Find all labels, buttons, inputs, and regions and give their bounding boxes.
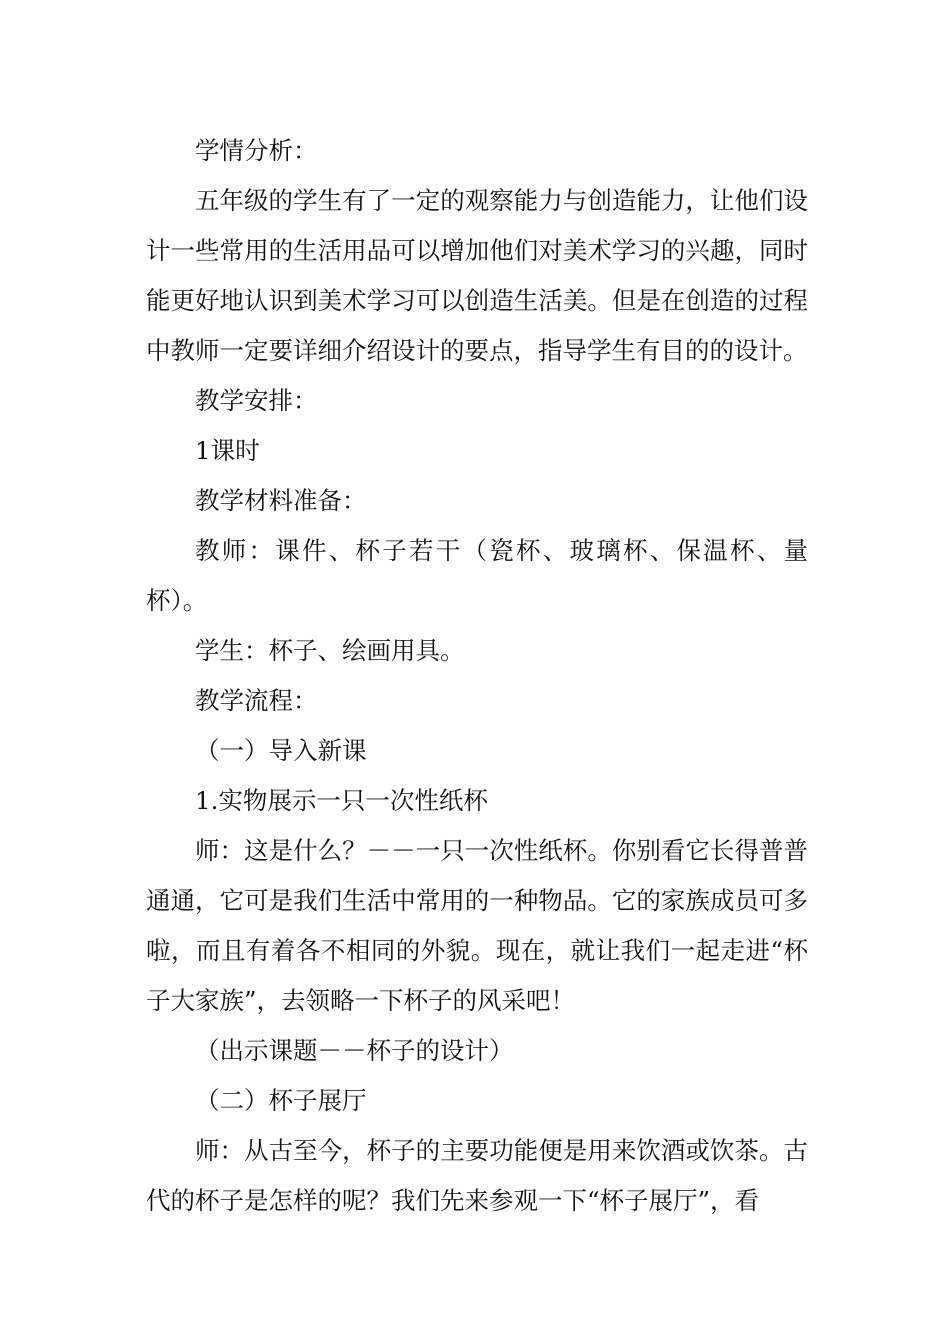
heading-teaching-process: 教学流程：	[195, 686, 318, 715]
paragraph-teacher-intro: 师：这是什么？－－一只一次性纸杯。你别看它长得普普通通，它可是我们生活中常用的一种物品。它的家族成员可多啦，而且有着各不相同的外貌。现在，就让我们一起走进“杯子大家族”，去领略一下杯子的风采吧！	[146, 836, 808, 1015]
paragraph-step-one: 1.实物展示一只一次性纸杯	[195, 786, 488, 815]
paragraph-teacher-materials: 教师：课件、杯子若干（瓷杯、玻璃杯、保温杯、量杯）。	[146, 536, 808, 615]
heading-student-analysis: 学情分析：	[195, 136, 318, 165]
paragraph-student-analysis: 五年级的学生有了一定的观察能力与创造能力，让他们设计一些常用的生活用品可以增加他们对美术学习的兴趣，同时能更好地认识到美术学习可以创造生活美。但是在创造的过程中教师一定要详细介绍设计的要点，指导学生有目的的设计。	[146, 186, 808, 365]
paragraph-teacher-history: 师：从古至今，杯子的主要功能便是用来饮酒或饮茶。古代的杯子是怎样的呢？我们先来参观一下“杯子展厅”，看	[146, 1136, 808, 1215]
paragraph-class-hours: 1课时	[195, 436, 260, 465]
paragraph-student-materials: 学生：杯子、绘画用具。	[195, 636, 465, 665]
document-body	[146, 126, 808, 1226]
heading-section-two: （二）杯子展厅	[195, 1086, 367, 1115]
paragraph-show-title: （出示课题－－杯子的设计）	[195, 1036, 514, 1065]
heading-materials: 教学材料准备：	[195, 486, 367, 515]
heading-teaching-arrangement: 教学安排：	[195, 386, 318, 415]
heading-section-one: （一）导入新课	[195, 736, 367, 765]
